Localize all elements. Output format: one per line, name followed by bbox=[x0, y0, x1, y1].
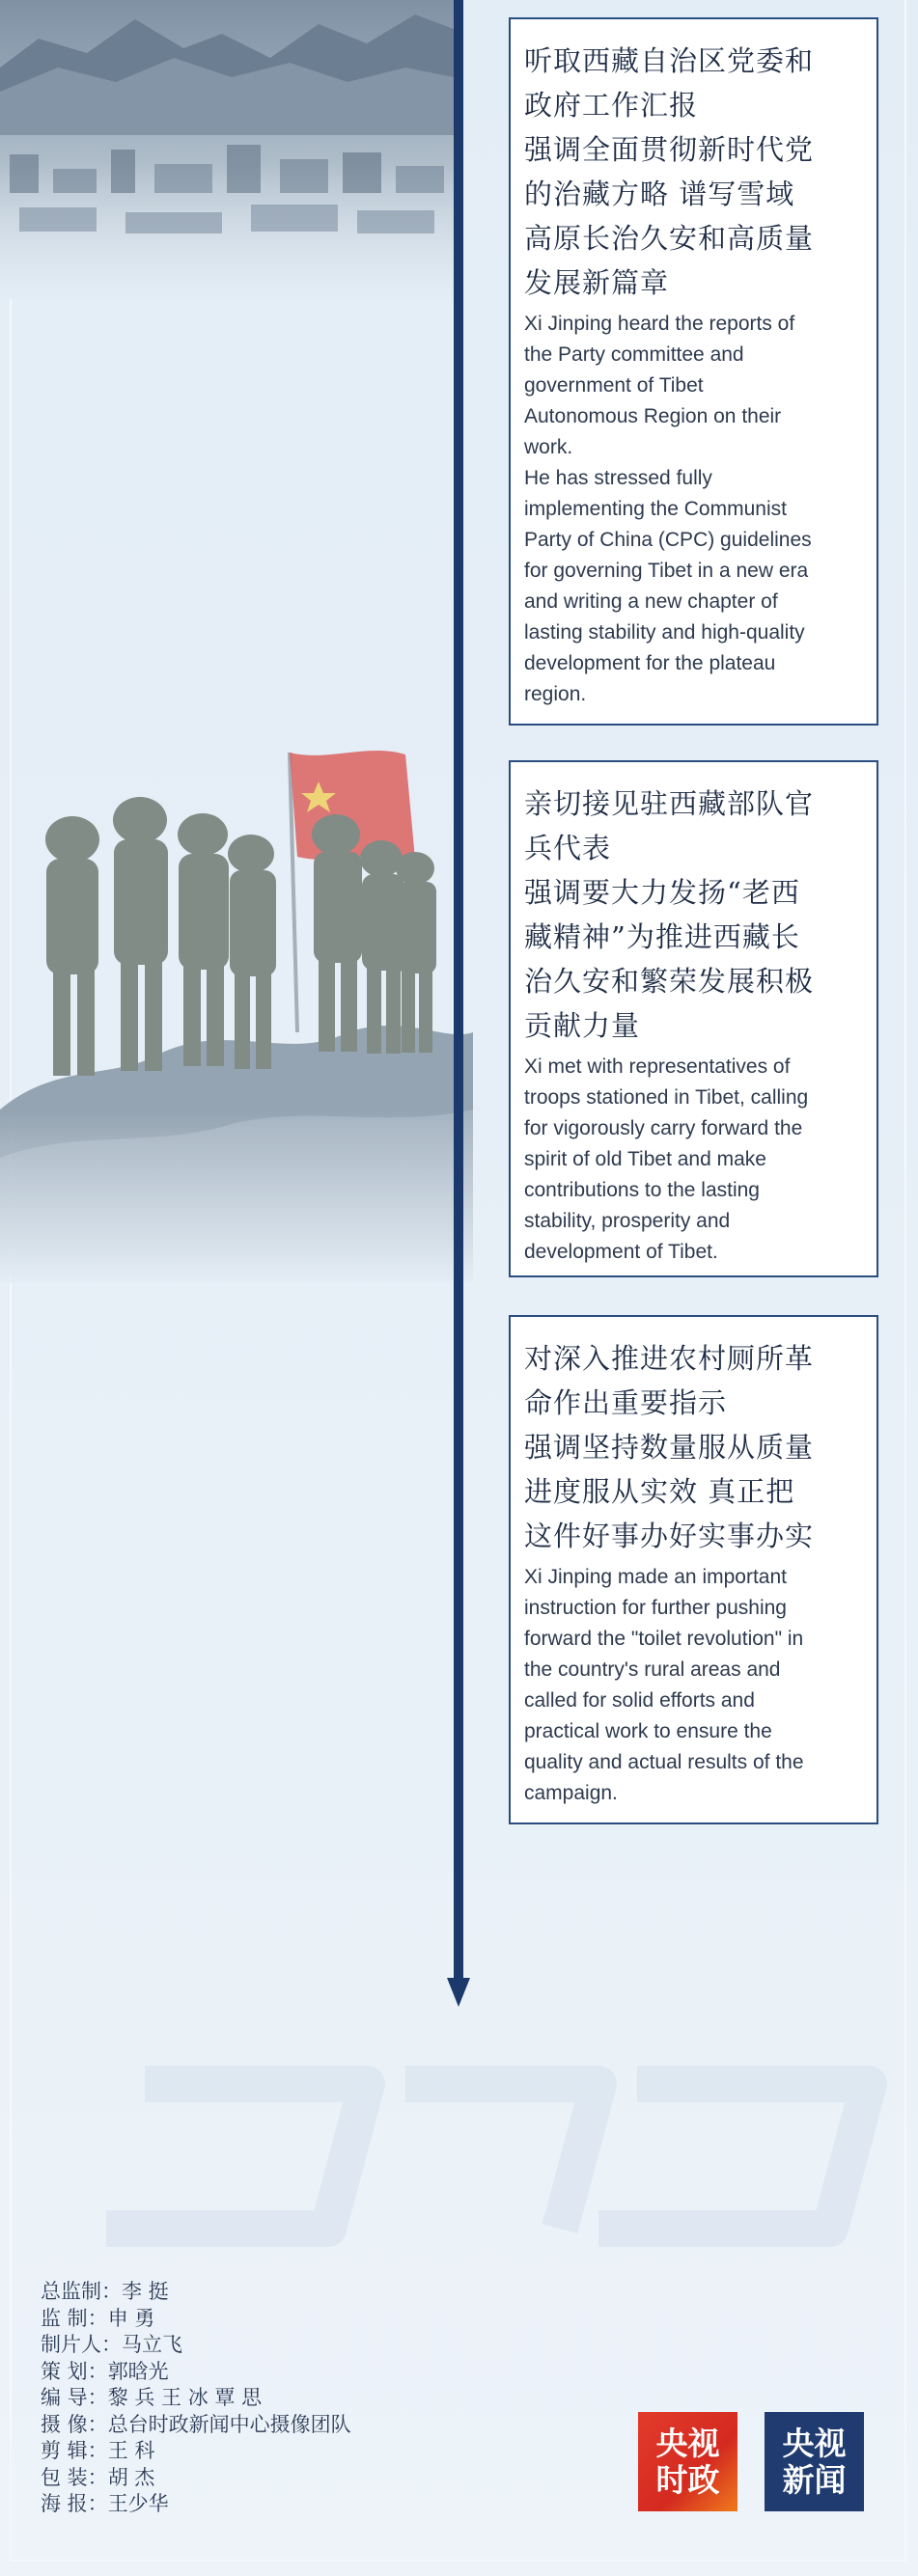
card-2-title bbox=[524, 781, 865, 1048]
credit-name: 马立飞 bbox=[122, 2333, 182, 2356]
credit-name: 王 科 bbox=[107, 2439, 155, 2462]
credit-role: 监 制： bbox=[41, 2306, 108, 2330]
credit-name: 申 勇 bbox=[107, 2306, 155, 2330]
card-3-title-line: 这件好事办好实事办实 bbox=[524, 1520, 815, 1552]
timeline-card-1 bbox=[509, 17, 878, 726]
credit-row bbox=[41, 2385, 351, 2412]
card-2-title-line: 藏精神”为推进西藏长 bbox=[524, 920, 800, 953]
card-3-title-line: 对深入推进农村厕所革 bbox=[524, 1342, 815, 1375]
credit-row bbox=[41, 2465, 351, 2492]
credit-row bbox=[41, 2279, 351, 2306]
credit-name: 总台时政新闻中心摄像团队 bbox=[107, 2412, 351, 2436]
logo-text: 央视 bbox=[655, 2424, 720, 2462]
card-2-title-line: 兵代表 bbox=[524, 832, 612, 864]
credit-role: 包 装： bbox=[41, 2465, 108, 2489]
city-photo bbox=[0, 0, 454, 299]
credits-list bbox=[41, 2279, 351, 2518]
timeline-line bbox=[454, 0, 463, 1980]
card-1-english-text: Xi Jinping heard the reports of the Party committee and government of Tibet Autonomous Region on their work. He has stressed fully implementing the Communist Party of China (CPC) guidelines for governing Tibet in a new era and writing a new chapter of lasting stability and high-quality development for the plateau region. bbox=[524, 313, 812, 705]
credit-name: 黎 兵 王 冰 覃 思 bbox=[107, 2386, 263, 2409]
cctv-politics-logo bbox=[638, 2412, 737, 2511]
card-3-title bbox=[524, 1336, 865, 1558]
timeline-card-3 bbox=[509, 1315, 878, 1824]
credit-name: 李 挺 bbox=[122, 2280, 169, 2303]
cctv-news-logo bbox=[765, 2412, 864, 2511]
card-1-title-line: 高原长治久安和高质量 bbox=[524, 222, 815, 255]
credit-role: 编 导： bbox=[41, 2386, 108, 2409]
credit-row bbox=[41, 2491, 351, 2518]
credit-role: 制片人： bbox=[41, 2333, 122, 2356]
card-2-title-line: 治久安和繁荣发展积极 bbox=[524, 965, 815, 998]
card-1-title-line: 强调全面贯彻新时代党 bbox=[524, 133, 815, 166]
credit-row bbox=[41, 2332, 351, 2359]
card-2-title-line: 强调要大力发扬“老西 bbox=[524, 876, 800, 909]
logo-text: 时政 bbox=[655, 2460, 720, 2499]
card-3-title-line: 强调坚持数量服从质量 bbox=[524, 1431, 815, 1464]
card-1-title-line: 的治藏方略 谱写雪域 bbox=[524, 178, 795, 210]
timeline-arrow-icon bbox=[447, 1978, 470, 2007]
credit-row bbox=[41, 2359, 351, 2386]
card-1-title-line: 听取西藏自治区党委和 bbox=[524, 44, 815, 77]
card-1-title-line: 政府工作汇报 bbox=[524, 89, 699, 122]
card-2-title-line: 亲切接见驻西藏部队官 bbox=[524, 787, 815, 820]
credit-row bbox=[41, 2306, 351, 2333]
credit-row bbox=[41, 2412, 351, 2439]
watermark-graphic bbox=[0, 2045, 918, 2267]
credit-role: 海 报： bbox=[41, 2492, 108, 2515]
credit-role: 总监制： bbox=[41, 2280, 122, 2303]
logo-text: 央视 bbox=[782, 2424, 847, 2462]
credit-name: 王少华 bbox=[107, 2492, 169, 2515]
card-1-title-line: 发展新篇章 bbox=[524, 266, 670, 299]
card-1-title bbox=[524, 39, 865, 305]
credit-name: 郭晗光 bbox=[107, 2359, 169, 2383]
timeline-card-2 bbox=[509, 760, 878, 1277]
credit-row bbox=[41, 2438, 351, 2465]
card-2-english-text: Xi met with representatives of troops stationed in Tibet, calling for vigorously carry forward the spirit of old Tibet and make contributions to the lasting stability, prosperity and development of Tibet. bbox=[524, 1055, 809, 1263]
card-2-title-line: 贡献力量 bbox=[524, 1009, 641, 1042]
credit-role: 摄 像： bbox=[41, 2412, 108, 2436]
card-3-title-line: 命作出重要指示 bbox=[524, 1386, 728, 1419]
credit-name: 胡 杰 bbox=[107, 2465, 155, 2489]
logo-text: 新闻 bbox=[782, 2460, 847, 2499]
credit-role: 剪 辑： bbox=[41, 2439, 108, 2462]
credit-role: 策 划： bbox=[41, 2359, 108, 2383]
troops-photo bbox=[0, 743, 473, 1283]
card-3-english-text: Xi Jinping made an important instruction for further pushing forward the "toilet revolution" in the country's rural areas and called for solid efforts and practical work to ensure the quality and actual results of the campaign. bbox=[524, 1566, 804, 1804]
card-3-title-line: 进度服从实效 真正把 bbox=[524, 1475, 795, 1508]
